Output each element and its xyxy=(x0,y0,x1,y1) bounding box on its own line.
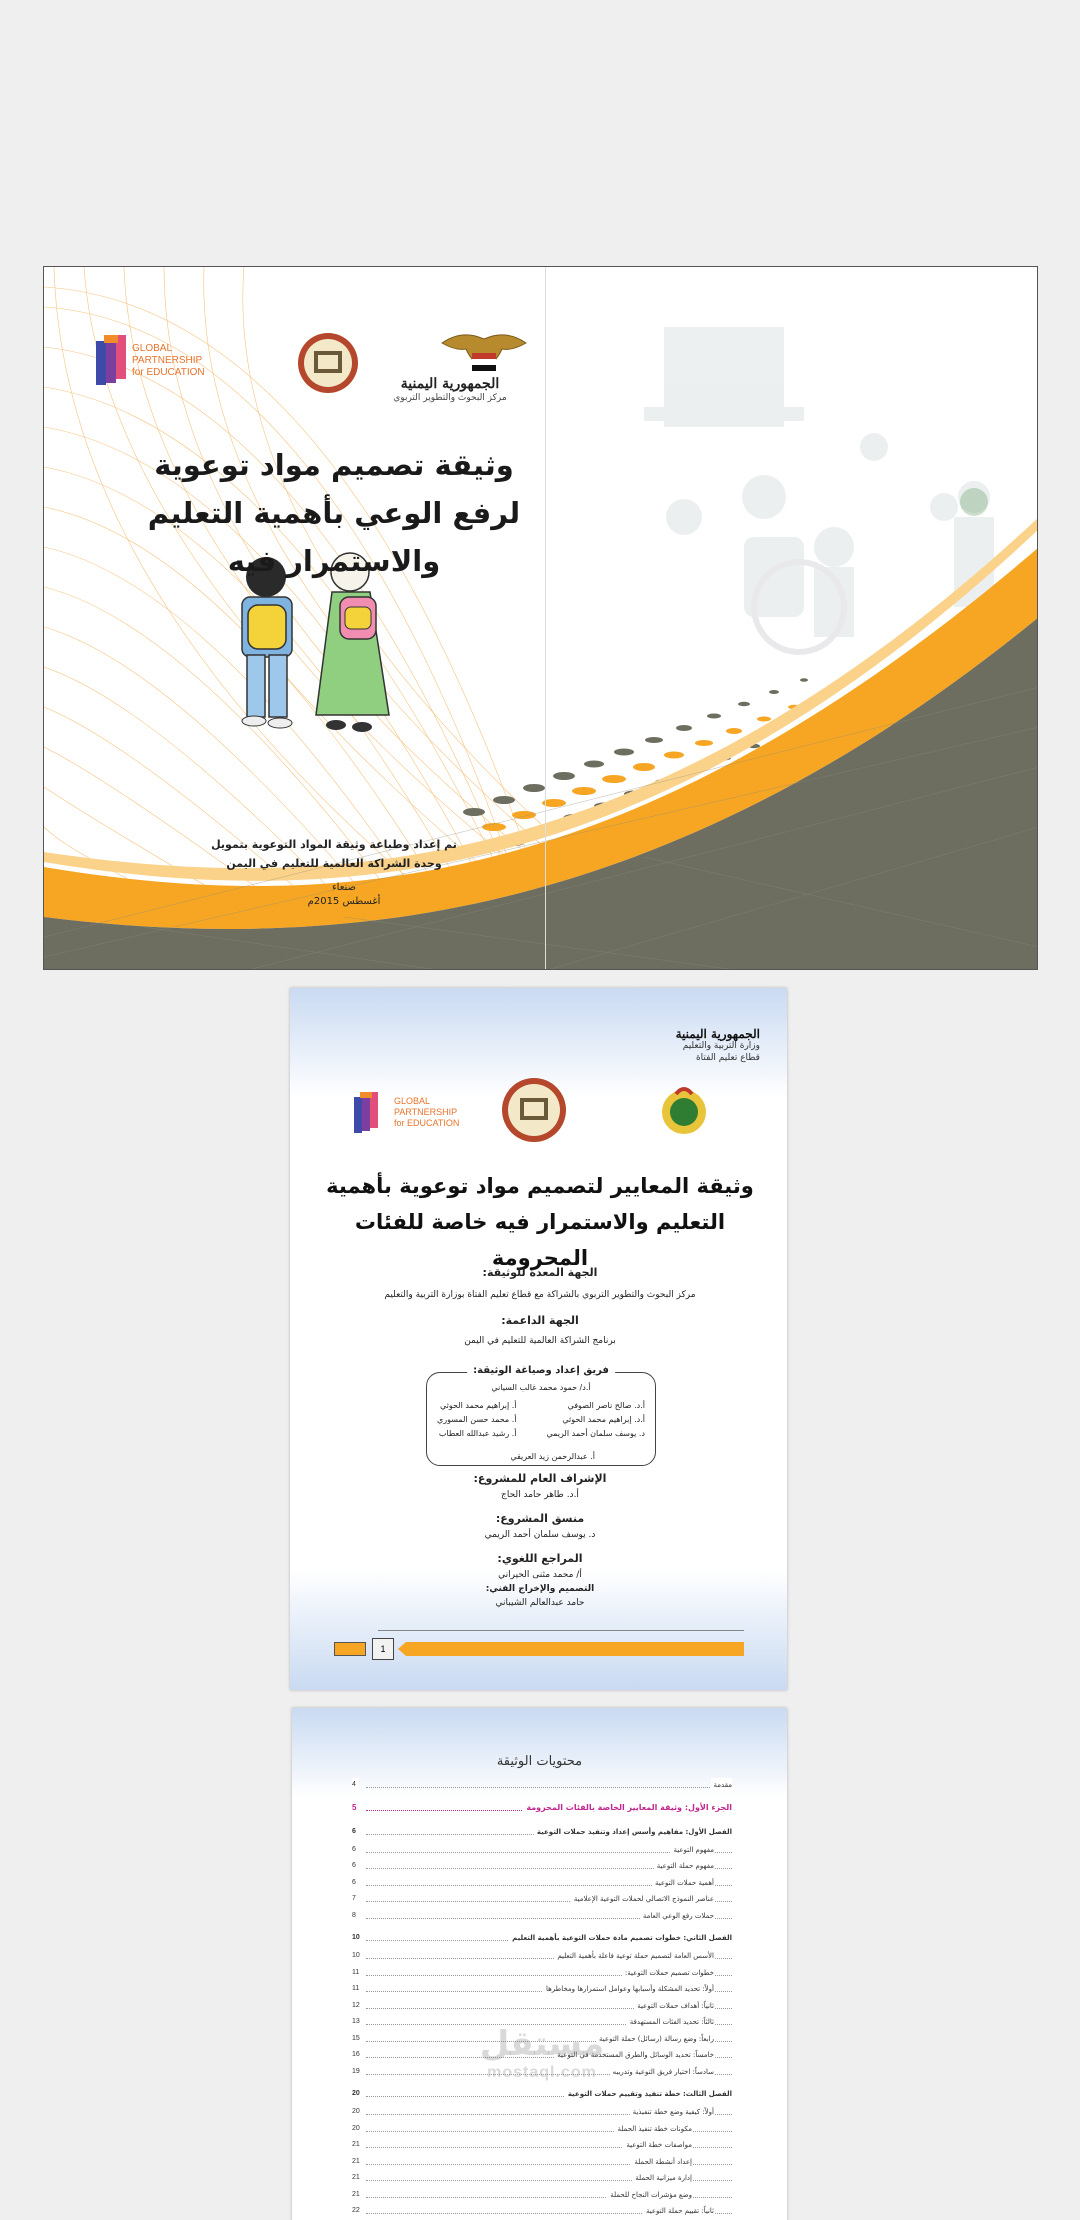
ministry-script: الجمهورية اليمنية xyxy=(400,376,500,392)
toc-row[interactable] xyxy=(352,2122,732,2136)
cover-place-date xyxy=(284,881,404,909)
title-page xyxy=(290,988,787,1690)
gpe-logo-mark xyxy=(354,1092,378,1133)
team-member: د. يوسف سلمان أحمد الريمي xyxy=(546,1429,645,1438)
toc-row-label: ثانياً: أهداف حملات التوعية xyxy=(634,1999,714,2013)
ministry-caption xyxy=(380,375,520,403)
footer-bar xyxy=(406,1642,744,1656)
toc-row[interactable] xyxy=(352,1949,732,1963)
toc-row-label: أولاً: كيفية وضع خطة تنفيذية xyxy=(630,2105,714,2119)
cover-credit-line-2: وحدة الشراكة العالمية للتعليم في اليمن xyxy=(226,857,442,870)
ministry-caption-text: مركز البحوث والتطوير التربوي xyxy=(393,393,507,403)
toc-row-page: 12 xyxy=(352,1999,363,2013)
toc-row[interactable] xyxy=(352,2171,732,2185)
gpe-line-3: for EDUCATION xyxy=(394,1118,460,1128)
toc-row[interactable] xyxy=(352,1892,732,1906)
spread-gutter xyxy=(545,267,546,969)
toc-row[interactable] xyxy=(352,2204,732,2218)
toc-row-label: الفصل الثاني: خطوات تصميم مادة حملات التوعية بأهمية التعليم xyxy=(509,1931,732,1945)
cover-city: صنعاء xyxy=(331,882,357,893)
toc-row[interactable] xyxy=(352,2138,732,2152)
toc-row-page: 21 xyxy=(352,2188,363,2202)
prep-section xyxy=(330,1264,750,1302)
cover-credit xyxy=(184,835,484,873)
page-number: 1 xyxy=(372,1638,394,1660)
toc-row-label: خطوات تصميم حملات التوعية: xyxy=(622,1966,714,1980)
toc-page xyxy=(292,1708,787,2220)
team-member: أ. محمد حسن المسوري xyxy=(437,1415,517,1424)
team-member: أ.د. صالح ناصر الصوفي xyxy=(567,1401,645,1410)
header-sector: قطاع تعليم الفتاة xyxy=(695,1053,760,1063)
toc-row-page: 22 xyxy=(352,2204,363,2218)
header-ministry: وزارة التربية والتعليم xyxy=(682,1041,760,1051)
title-page-logos xyxy=(290,988,787,1148)
cover-title xyxy=(139,441,529,585)
toc-leader-dots xyxy=(366,1787,732,1788)
team-columns xyxy=(437,1399,645,1441)
review-heading: المراجع اللغوي: xyxy=(497,1552,583,1565)
toc-row-page: 8 xyxy=(352,1909,359,1923)
team-column-left xyxy=(437,1399,517,1441)
supervision-section xyxy=(330,1470,750,1502)
toc-row-page: 20 xyxy=(352,2122,363,2136)
toc-row[interactable] xyxy=(352,2155,732,2169)
toc-row-page: 20 xyxy=(352,2105,363,2119)
toc-row-label: خامساً: تحديد الوسائل والطرق المستخدمة في التوعية xyxy=(554,2048,714,2062)
supervision-heading: الإشراف العام للمشروع: xyxy=(473,1472,607,1485)
toc-row-label: وضع مؤشرات النجاح للحملة xyxy=(607,2188,692,2202)
toc-row-page: 6 xyxy=(352,1843,359,1857)
toc-row-page: 7 xyxy=(352,1892,359,1906)
toc-row-label: إدارة ميزانية الحملة xyxy=(632,2171,692,2185)
gpe-logo-mark xyxy=(96,335,126,385)
review-text: أ/ محمد مثنى الحيراني xyxy=(498,1570,582,1580)
toc-row-label: مفهوم التوعية xyxy=(670,1843,714,1857)
toc-row-page: 6 xyxy=(352,1876,359,1890)
toc-row-label: الفصل الثالث: خطة تنفيذ وتقييم حملات التوعية xyxy=(565,2087,732,2101)
toc-row-label: سادساً: اختيار فريق التوعية وتدريبه xyxy=(610,2065,714,2079)
gpe-line-1: GLOBAL xyxy=(132,343,173,354)
toc-row[interactable] xyxy=(352,1859,732,1873)
toc-row-label: مفهوم حملة التوعية xyxy=(654,1859,714,1873)
gpe-logo xyxy=(132,343,205,379)
toc-row-label: الأسس العامة لتصميم حملة توعية فاعلة بأهمية التعليم xyxy=(554,1949,714,1963)
title-page-title xyxy=(310,1168,770,1276)
gpe-logo-text xyxy=(394,1096,459,1129)
coordinator-heading: منسق المشروع: xyxy=(495,1512,585,1525)
watermark-latin: mostaql.com xyxy=(487,2064,597,2081)
toc-row[interactable] xyxy=(352,2188,732,2202)
supervision-text: أ.د. طاهر حامد الحاج xyxy=(501,1490,579,1500)
toc-title: محتويات الوثيقة xyxy=(496,1754,583,1769)
cover-title-line-2: لرفع الوعي بأهمية التعليم xyxy=(147,496,521,530)
yemen-eagle-emblem xyxy=(442,335,526,371)
toc-row-label: مواصفات خطة التوعية xyxy=(623,2138,692,2152)
gpe-logo-text xyxy=(132,343,205,379)
university-seal-emblem xyxy=(502,1078,566,1142)
girls-education-emblem xyxy=(662,1089,706,1134)
toc-row[interactable] xyxy=(352,1931,732,1945)
design-text: حامد عبدالعالم الشيباني xyxy=(495,1598,585,1608)
toc-row-page: 5 xyxy=(352,1801,359,1815)
review-section xyxy=(330,1550,750,1610)
toc-row[interactable] xyxy=(352,1909,732,1923)
toc-row-label: مقدمة xyxy=(711,1778,732,1792)
toc-row-page: 10 xyxy=(352,1949,363,1963)
toc-row[interactable] xyxy=(352,1966,732,1980)
team-heading: فريق إعداد وصياغة الوثيقة: xyxy=(467,1365,615,1376)
toc-row[interactable] xyxy=(352,1801,732,1815)
toc-row-page: 15 xyxy=(352,2032,363,2046)
toc-row-page: 19 xyxy=(352,2065,363,2079)
toc-row-label: الفصل الأول: مفاهيم وأسس إعداد وتنفيذ حملات التوعية xyxy=(534,1825,732,1839)
cover-title-line-3: والاستمرار فيه xyxy=(227,544,441,578)
header-script: الجمهورية اليمنية xyxy=(675,1027,760,1041)
toc-row-page: 11 xyxy=(352,1966,362,1980)
toc-row-label: ثالثاً: تحديد الفئات المستهدفة xyxy=(627,2015,714,2029)
toc-row-label: رابعاً: وضع رسالة (رسائل) حملة التوعية xyxy=(596,2032,714,2046)
toc-row[interactable] xyxy=(352,2105,732,2119)
gpe-line-2: PARTNERSHIP xyxy=(394,1107,458,1117)
toc-row-page: 21 xyxy=(352,2138,363,2152)
toc-row-label: ثانياً: تقييم حملة التوعية xyxy=(643,2204,714,2218)
toc-row-page: 11 xyxy=(352,1982,362,1996)
toc-row-page: 10 xyxy=(352,1931,363,1945)
page-footer xyxy=(334,1638,744,1658)
toc-row[interactable] xyxy=(352,2087,732,2101)
toc-row[interactable] xyxy=(352,1825,732,1839)
team-member: أ. إبراهيم محمد الحوثي xyxy=(439,1401,517,1410)
toc-row-page: 21 xyxy=(352,2171,363,2185)
prep-text: مركز البحوث والتطوير التربوي بالشراكة مع قطاع تعليم الفتاة بوزارة التربية والتعليم xyxy=(384,1290,696,1300)
team-member: أ.د. إبراهيم محمد الحوثي xyxy=(562,1415,645,1424)
toc-row[interactable] xyxy=(352,1999,732,2013)
toc-row-page: 13 xyxy=(352,2015,363,2029)
toc-row[interactable] xyxy=(352,1843,732,1857)
support-text: برنامج الشراكة العالمية للتعليم في اليمن xyxy=(464,1336,616,1346)
cover-date: أغسطس 2015م xyxy=(307,896,381,907)
mostaql-watermark xyxy=(432,2024,652,2082)
team-lead: أ.د/ حمود محمد غالب السياني xyxy=(491,1383,591,1392)
cover-spread xyxy=(43,266,1038,970)
gpe-line-3: for EDUCATION xyxy=(132,367,205,378)
team-member-last: أ. عبدالرحمن زيد العريقي xyxy=(510,1452,595,1461)
university-seal-emblem xyxy=(298,333,358,393)
coordinator-section xyxy=(330,1510,750,1542)
title-line-2: التعليم والاستمرار فيه خاصة للفئات المحرومة xyxy=(354,1210,726,1270)
toc-row-page: 16 xyxy=(352,2048,363,2062)
toc-row-label: أهمية حملات التوعية xyxy=(652,1876,714,1890)
design-heading: التصميم والإخراج الفني: xyxy=(485,1584,595,1594)
prep-heading: الجهة المعدة للوثيقة: xyxy=(482,1266,598,1279)
toc-row-label: مكونات خطة تنفيذ الحملة xyxy=(614,2122,692,2136)
team-box xyxy=(426,1365,656,1466)
footer-rule xyxy=(378,1630,744,1631)
toc-row-label: أولاً: تحديد المشكلة وأسبابها وعوامل استمرارها ومخاطرها xyxy=(543,1982,714,1996)
toc-row-page: 21 xyxy=(352,2155,363,2169)
footer-arrow-icon xyxy=(334,1642,366,1656)
coordinator-text: د. يوسف سلمان أحمد الريمي xyxy=(484,1530,596,1540)
toc-row-label: عناصر النموذج الاتصالي لحملات التوعية الإعلامية xyxy=(571,1892,714,1906)
team-column-right xyxy=(547,1399,646,1441)
cover-credit-line-1: تم إعداد وطباعة وثيقة المواد التوعوية بتمويل xyxy=(211,838,457,851)
gpe-line-2: PARTNERSHIP xyxy=(132,355,203,366)
team-member: أ. رشيد عبدالله العطاب xyxy=(438,1429,517,1438)
toc-row-page: 6 xyxy=(352,1825,359,1839)
toc-row-page: 4 xyxy=(352,1778,359,1792)
watermark-arabic: مستقل xyxy=(479,2024,605,2064)
toc-row[interactable] xyxy=(352,1778,732,1792)
toc-row-label: الجزء الأول: وثيقة المعايير الخاصة بالفئات المحرومة xyxy=(523,1801,732,1815)
toc-row[interactable] xyxy=(352,1876,732,1890)
toc-row-label: إعداد أنشطة الحملة xyxy=(631,2155,692,2169)
cover-title-line-1: وثيقة تصميم مواد توعوية xyxy=(154,448,514,482)
toc-row-page: 20 xyxy=(352,2087,363,2101)
support-section xyxy=(330,1312,750,1348)
toc-row[interactable] xyxy=(352,1982,732,1996)
title-line-1: وثيقة المعايير لتصميم مواد توعوية بأهمية xyxy=(326,1174,754,1198)
toc-row-page: 6 xyxy=(352,1859,359,1873)
support-heading: الجهة الداعمة: xyxy=(501,1314,579,1327)
gpe-line-1: GLOBAL xyxy=(394,1096,431,1106)
toc-row-label: حملات رفع الوعي العامة xyxy=(640,1909,714,1923)
title-page-gpe-logo xyxy=(394,1096,459,1129)
